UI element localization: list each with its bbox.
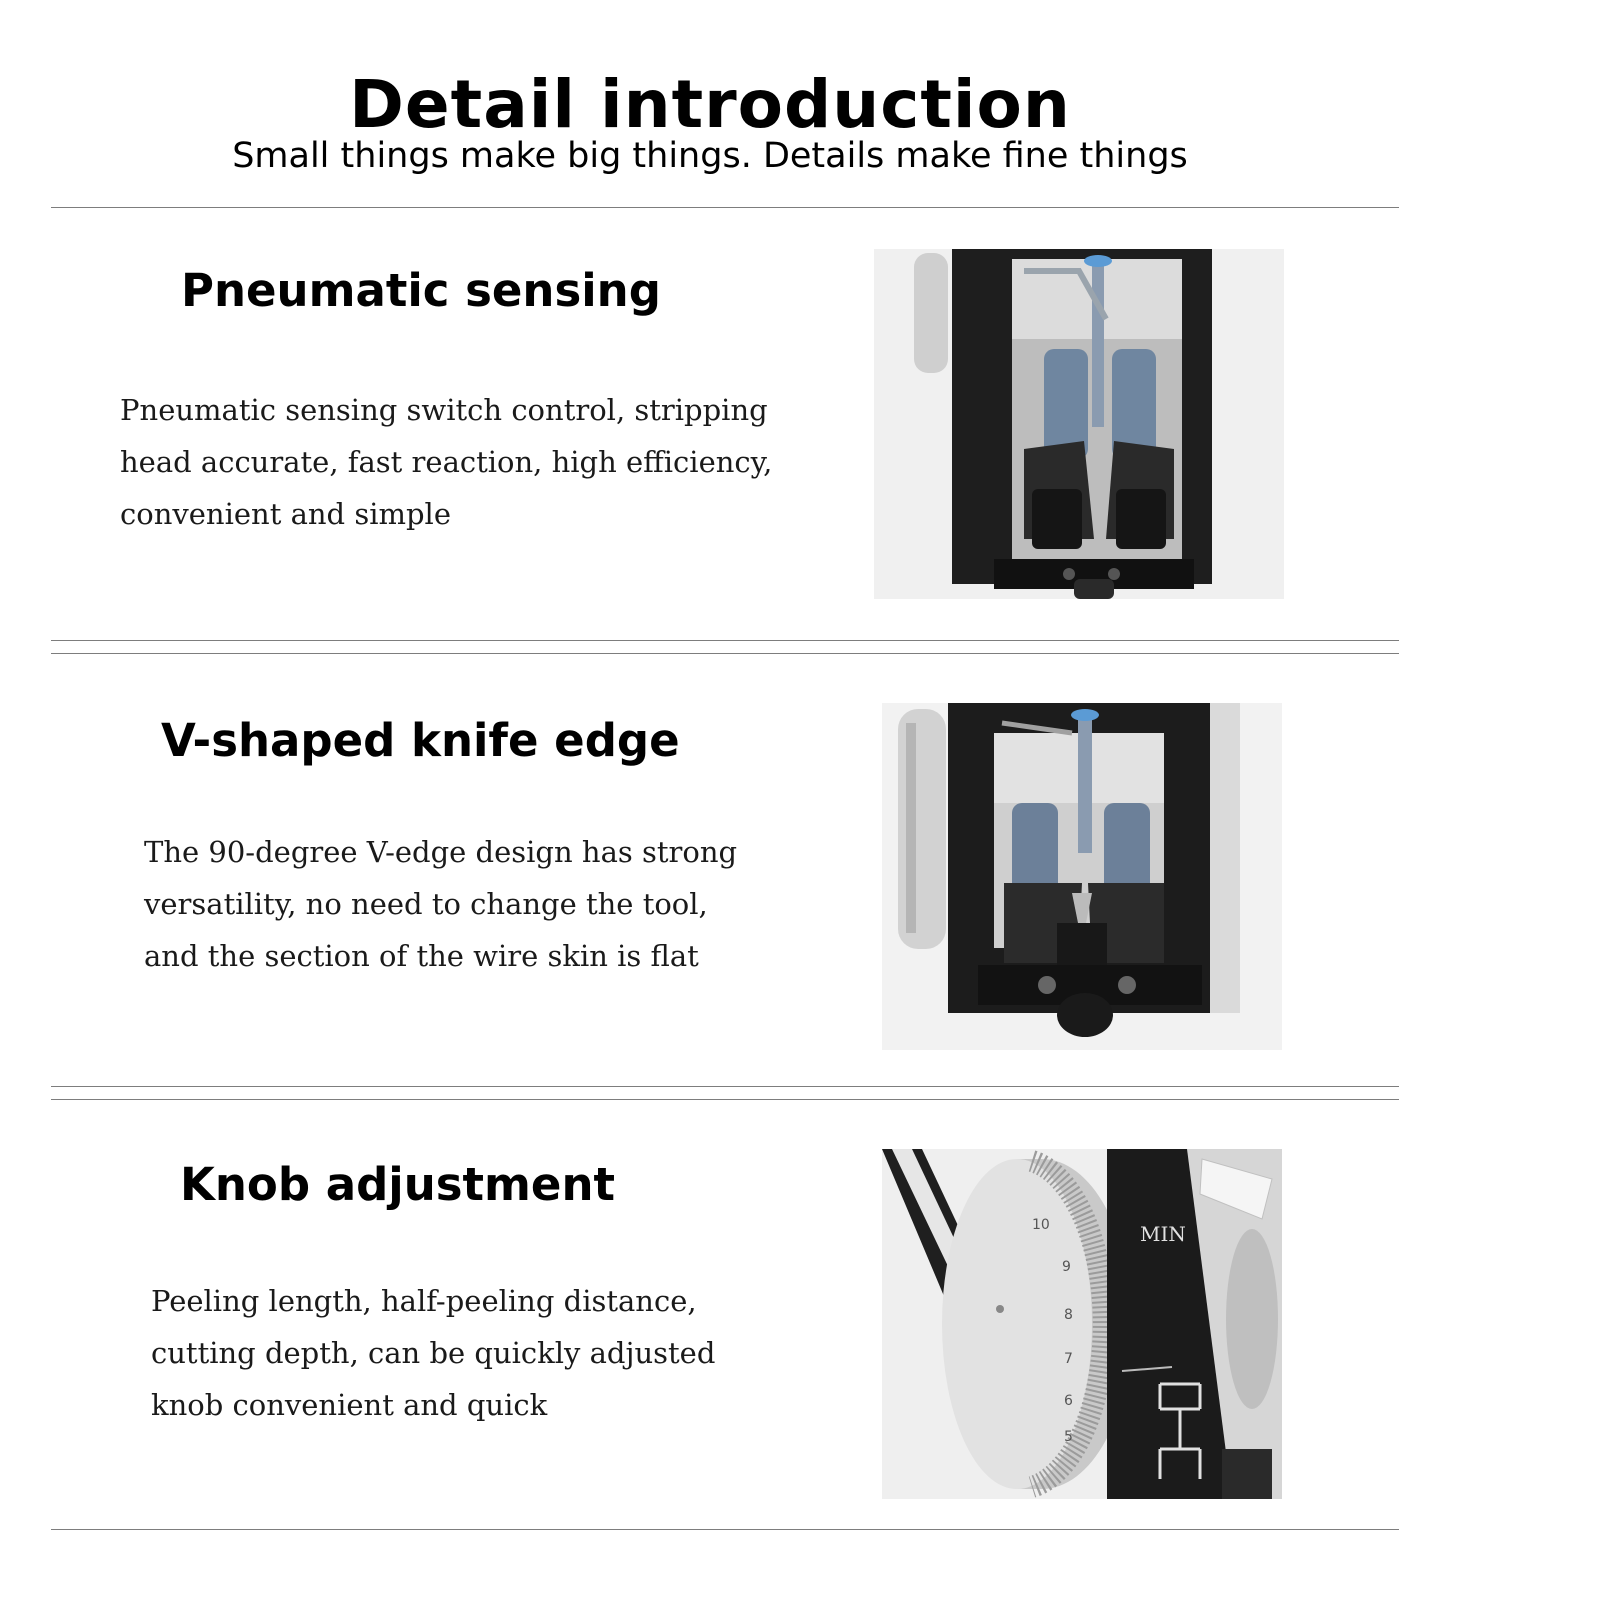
dial-number: 6 <box>1064 1393 1073 1409</box>
description-line: knob convenient and quick <box>151 1388 548 1422</box>
description-line: Peeling length, half-peeling distance, <box>151 1284 697 1318</box>
v-shaped-knife-edge-photo <box>882 703 1282 1050</box>
pneumatic-sensing-photo <box>874 249 1284 599</box>
divider <box>51 1086 1399 1087</box>
dial-number: 8 <box>1064 1307 1073 1323</box>
section-title-pneumatic-sensing: Pneumatic sensing <box>181 264 661 317</box>
divider <box>51 1099 1399 1100</box>
section-description-knob-adjustment <box>151 1275 715 1431</box>
description-line: Pneumatic sensing switch control, stripping <box>120 393 768 427</box>
page-title: Detail introduction <box>349 66 1071 143</box>
description-line: versatility, no need to change the tool, <box>144 887 708 921</box>
page-subtitle: Small things make big things. Details make fine things <box>232 136 1188 176</box>
dial-number: 5 <box>1064 1429 1073 1445</box>
dial-number: 7 <box>1064 1351 1073 1367</box>
description-line: The 90-degree V-edge design has strong <box>144 835 738 869</box>
description-line: and the section of the wire skin is flat <box>144 939 699 973</box>
divider <box>51 653 1399 654</box>
dial-number: 10 <box>1032 1217 1050 1233</box>
section-title-knob-adjustment: Knob adjustment <box>180 1158 615 1211</box>
description-line: convenient and simple <box>120 497 451 531</box>
divider <box>51 640 1399 641</box>
min-label: MIN <box>1140 1222 1186 1246</box>
knob-adjustment-photo <box>882 1149 1282 1499</box>
section-title-v-shaped-knife-edge: V-shaped knife edge <box>161 714 680 767</box>
dial-number: 9 <box>1062 1259 1071 1275</box>
divider <box>51 1529 1399 1530</box>
section-description-v-shaped-knife-edge <box>144 826 737 982</box>
description-line: head accurate, fast reaction, high efficiency, <box>120 445 773 479</box>
divider <box>51 207 1399 208</box>
description-line: cutting depth, can be quickly adjusted <box>151 1336 716 1370</box>
section-description-pneumatic-sensing <box>120 384 772 540</box>
